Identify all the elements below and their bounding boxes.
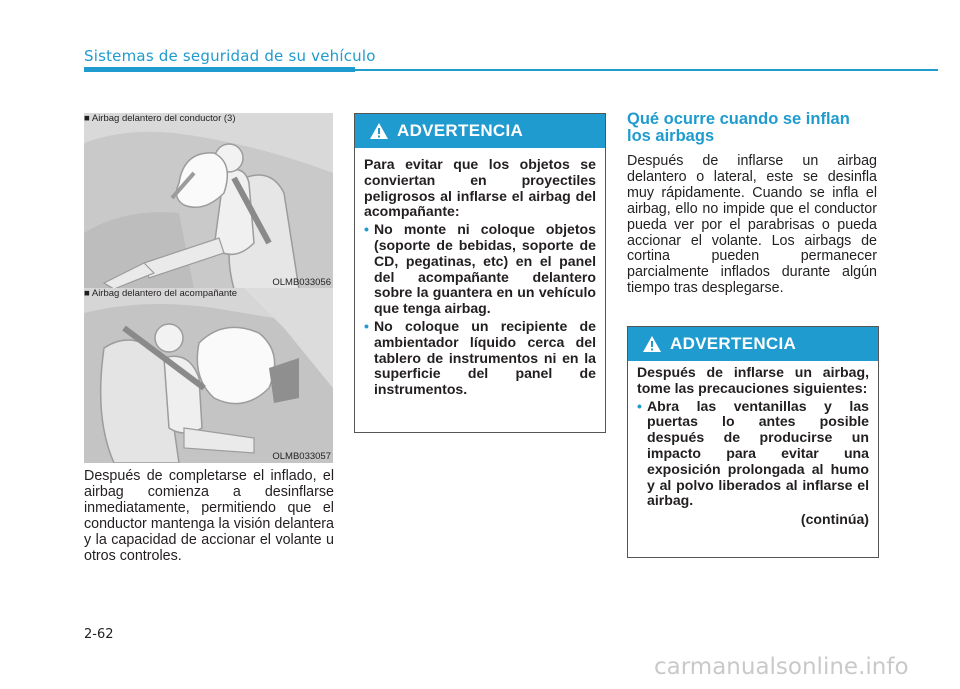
figure-caption: ■ Airbag delantero del acompañante [84, 288, 238, 299]
warning-item-text: No monte ni coloque objetos (soporte de bebidas, soporte de CD, pegatinas, etc) en el panel del acompañante delantero sobre la guantera en un vehículo que tenga airbag. [374, 221, 596, 317]
bullet-icon: • [637, 397, 642, 414]
warning-body [628, 361, 878, 528]
warning-list [364, 222, 596, 398]
header-rule-accent [84, 67, 355, 72]
warning-triangle-icon [369, 122, 389, 140]
warning-item-text: Abra las ventanillas y las puertas lo antes posible después de producirse un impacto para evitar una exposición prolongada al humo y al polvo liberados al inflarse el airbag. [647, 397, 869, 509]
driver-airbag-illustration [84, 113, 333, 289]
section-title: Qué ocurre cuando se inflan los airbags [627, 110, 850, 145]
bullet-icon: • [364, 221, 369, 238]
paragraph-text: Después de inflarse un airbag delantero o lateral, este se desinfla muy rápidamente. Cuando se infla el airbag, ello no impide que el conductor pueda ver por el parabrisas o pueda accionar el volante. Los airbags de cortina pueden permanecer parcialmente inflados durante algún tiempo tras desplegarse. [627, 153, 877, 297]
warning-title: ADVERTENCIA [397, 121, 524, 140]
section-header-title: Sistemas de seguridad de su vehículo [84, 47, 376, 65]
warning-triangle-icon [642, 335, 662, 353]
watermark: carmanualsonline.info [654, 654, 909, 680]
passenger-airbag-illustration [84, 288, 333, 463]
warning-list [637, 399, 869, 510]
warning-box-after-inflation [627, 326, 879, 558]
continued-label: (continúa) [800, 511, 869, 528]
warning-body [355, 148, 605, 398]
header-rule [355, 69, 938, 71]
warning-list-item [637, 399, 869, 510]
paragraph-text: Después de completarse el inflado, el airbag comienza a desinflarse inmediatamente, permitiendo que el conductor mantenga la visión delantera y la capacidad de accionar el volante u otros controles. [84, 468, 334, 564]
page-number: 2-62 [84, 627, 114, 642]
figure-driver-airbag [84, 113, 333, 289]
warning-item-text: No coloque un recipiente de ambientador líquido cerca del tablero de instrumentos ni en la superficie del panel de instrumentos. [374, 317, 596, 398]
figure-caption: ■ Airbag delantero del conductor (3) [84, 113, 236, 124]
section-paragraph [627, 154, 877, 297]
bullet-icon: • [364, 317, 369, 334]
warning-list-item [364, 222, 596, 317]
warning-header [355, 114, 605, 148]
warning-list-item [364, 319, 596, 398]
figure-code: OLMB033057 [272, 451, 331, 462]
figure-code: OLMB033056 [272, 277, 331, 288]
warning-intro: Para evitar que los objetos se conviertan en proyectiles peligrosos al inflarse el airbag del acompañante: [364, 156, 596, 220]
warning-intro: Después de inflarse un airbag, tome las precauciones siguientes: [637, 364, 869, 396]
figure-passenger-airbag [84, 288, 333, 463]
left-paragraph [84, 469, 334, 564]
warning-box-objects [354, 113, 606, 433]
warning-title: ADVERTENCIA [670, 334, 797, 353]
warning-header [628, 327, 878, 361]
